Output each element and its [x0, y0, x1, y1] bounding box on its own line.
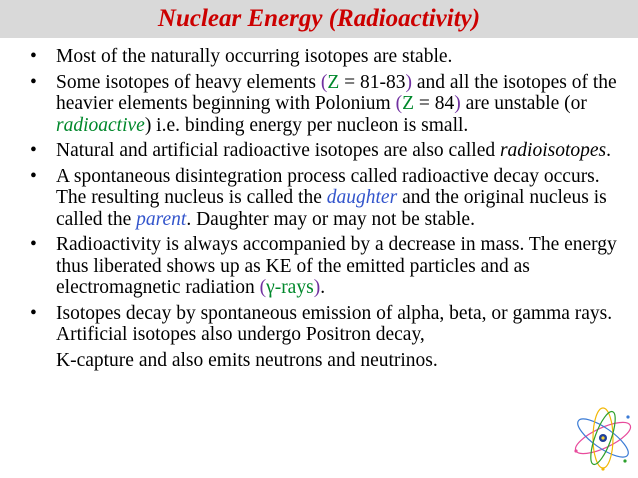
bullet-text: .: [320, 277, 326, 298]
bullet-dot: •: [30, 165, 37, 187]
bullet-dot: •: [30, 46, 37, 67]
bullet-dot: •: [30, 302, 37, 324]
bullet-dot: •: [30, 71, 37, 93]
nucleus-core: [601, 436, 604, 439]
z-symbol: Z: [402, 93, 414, 114]
bullet-item-3: [0, 140, 620, 162]
bullet-dot: •: [30, 140, 37, 161]
bullet-item-5: [0, 234, 620, 299]
paren-close: ): [313, 277, 321, 298]
bullet-text: Isotopes decay by spontaneous emission of alpha, beta, or gamma rays. Artificial isotopes also undergo Positron decay,: [56, 302, 613, 345]
bullet-text: Radioactivity is always accompanied by a decrease in mass. The energy thus liberated shows up as KE of the emitted particles and as electromagnetic radiation: [56, 234, 617, 298]
bullet-item-4: [0, 166, 620, 231]
bullet-text: A spontaneous disintegration process called radioactive decay occurs. The resulting nucleus is called the: [56, 165, 600, 208]
bullet-list: [0, 46, 620, 375]
electron: [626, 415, 629, 418]
paren-open: (: [320, 71, 328, 93]
radioactive-term: radioactive: [56, 114, 145, 136]
bullet-text: Most of the naturally occurring isotopes are stable.: [56, 46, 453, 67]
bullet-item-6: [0, 303, 620, 372]
bullet-dot: •: [30, 234, 37, 255]
electron: [601, 467, 604, 470]
atom-icon: [570, 405, 636, 471]
bullet-text: are unstable (or: [460, 93, 587, 114]
daughter-term: daughter: [326, 187, 398, 208]
slide-title: Nuclear Energy (Radioactivity): [157, 5, 481, 32]
bullet-text: ) i.e. binding energy per nucleon is small.: [144, 114, 469, 136]
bullet-text: Natural and artificial radioactive isotopes are also called: [56, 140, 500, 161]
electron: [574, 449, 577, 452]
bullet-text: . Daughter may or may not be stable.: [186, 208, 475, 230]
paren-open: (: [259, 277, 267, 298]
bullet-item-1: [0, 46, 620, 68]
paren-close: ): [454, 93, 461, 114]
radioisotopes-term: radioisotopes: [499, 140, 607, 161]
bullet-text: .: [606, 140, 612, 161]
z-symbol: Z: [327, 71, 340, 93]
bullet-text: = 84: [414, 93, 455, 114]
bullet-text: K-capture and also emits neutrons and neutrinos.: [56, 349, 438, 371]
parent-term: parent: [136, 208, 187, 230]
bullet-text: = 81-83: [339, 71, 406, 93]
electron: [623, 459, 626, 462]
paren-close: ): [405, 71, 412, 93]
paren-open: (: [395, 93, 403, 114]
bullet-text: Some isotopes of heavy elements: [56, 71, 321, 93]
bullet-item-2: [0, 72, 620, 137]
bullet-text: and all the isotopes of the heavier elements beginning with Polonium: [56, 71, 617, 114]
gamma-rays-term: γ-rays: [266, 277, 314, 298]
bullet-text: and the original nucleus is called the: [56, 187, 607, 230]
